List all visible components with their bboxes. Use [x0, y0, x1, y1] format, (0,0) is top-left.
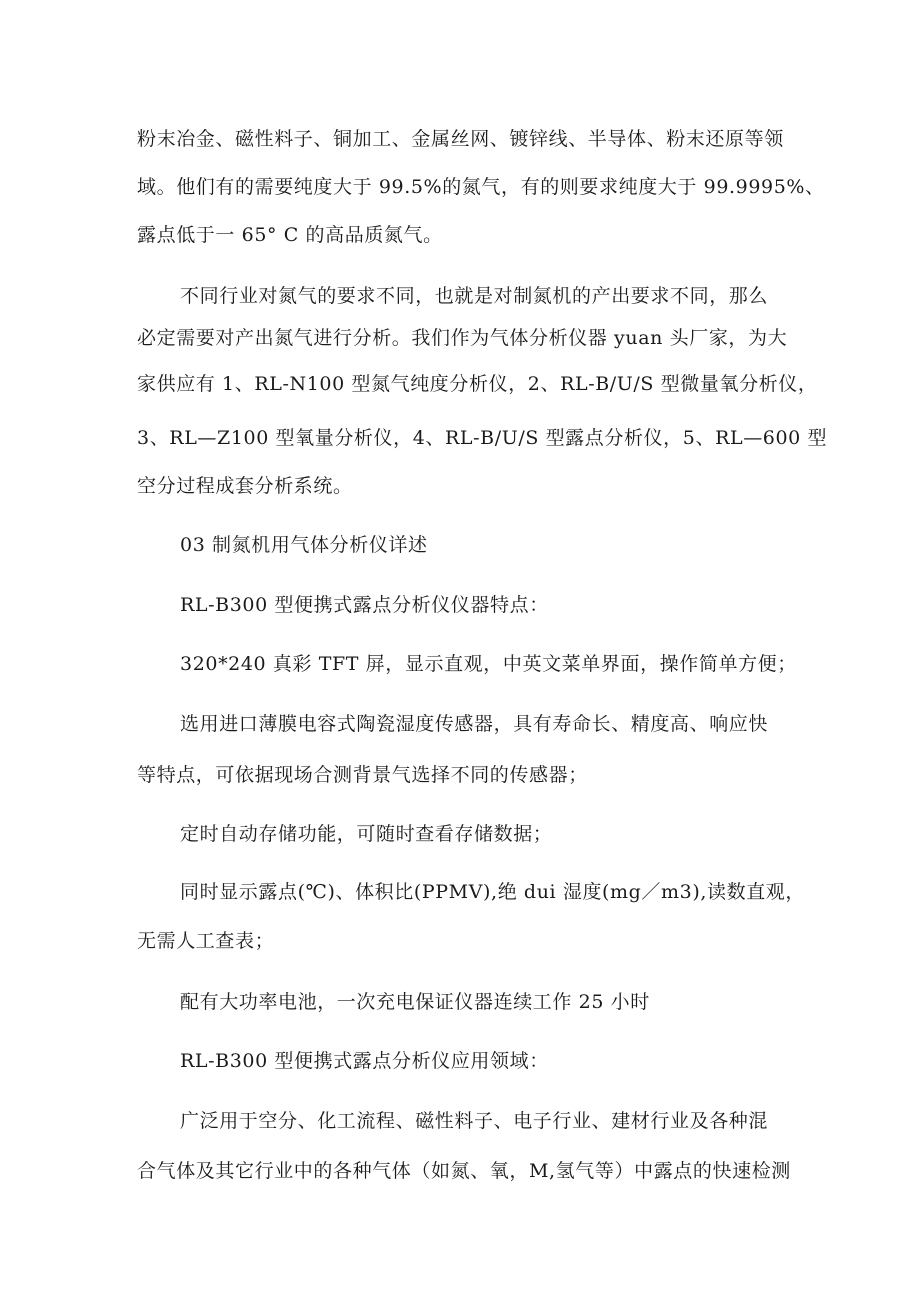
features-heading: RL-B300 型便携式露点分析仪仪器特点：: [180, 594, 549, 616]
feature-item-sensor-line-2: 等特点，可依据现场合测背景气选择不同的传感器；: [137, 764, 588, 786]
paragraph-1-line-3: 露点低于一 65° C 的高品质氮气。: [137, 224, 443, 246]
feature-item-readout-line-1: 同时显示露点(℃)、体积比(PPMV),绝 dui 湿度(mg／m3),读数直观，: [180, 881, 805, 903]
section-heading: 03 制氮机用气体分析仪详述: [180, 534, 428, 556]
applications-heading: RL-B300 型便携式露点分析仪应用领域：: [180, 1050, 549, 1072]
feature-item-storage: 定时自动存储功能，可随时查看存储数据；: [180, 823, 553, 845]
paragraph-2-line-1: 不同行业对氮气的要求不同，也就是对制氮机的产出要求不同，那么: [180, 285, 769, 307]
feature-item-battery: 配有大功率电池，一次充电保证仪器连续工作 25 小时: [180, 991, 650, 1013]
feature-item-sensor-line-1: 选用进口薄膜电容式陶瓷湿度传感器，具有寿命长、精度高、响应快: [180, 713, 769, 735]
feature-item-display: 320*240 真彩 TFT 屏，显示直观，中英文菜单界面，操作简单方便；: [180, 653, 797, 675]
applications-text-line-2: 合气体及其它行业中的各种气体（如氮、氧，M,氢气等）中露点的快速检测: [137, 1160, 791, 1182]
applications-text-line-1: 广泛用于空分、化工流程、磁性料子、电子行业、建材行业及各种混: [180, 1110, 769, 1132]
paragraph-2-line-2: 必定需要对产出氮气进行分析。我们作为气体分析仪器 yuan 头厂家，为大: [137, 327, 788, 349]
paragraph-2-line-5: 空分过程成套分析系统。: [137, 475, 353, 497]
paragraph-2-line-4: 3、RL—Z100 型氧量分析仪，4、RL-B/U/S 型露点分析仪，5、RL—600 型: [137, 427, 828, 449]
paragraph-2-line-3: 家供应有 1、RL-N100 型氮气纯度分析仪，2、RL-B/U/S 型微量氧分析仪，: [137, 373, 818, 395]
paragraph-1-line-1: 粉末冶金、磁性料子、铜加工、金属丝网、镀锌线、半导体、粉末还原等领: [137, 128, 784, 150]
feature-item-readout-line-2: 无需人工查表；: [137, 930, 275, 952]
paragraph-1-line-2: 域。他们有的需要纯度大于 99.5%的氮气，有的则要求纯度大于 99.9995%、: [137, 176, 825, 198]
